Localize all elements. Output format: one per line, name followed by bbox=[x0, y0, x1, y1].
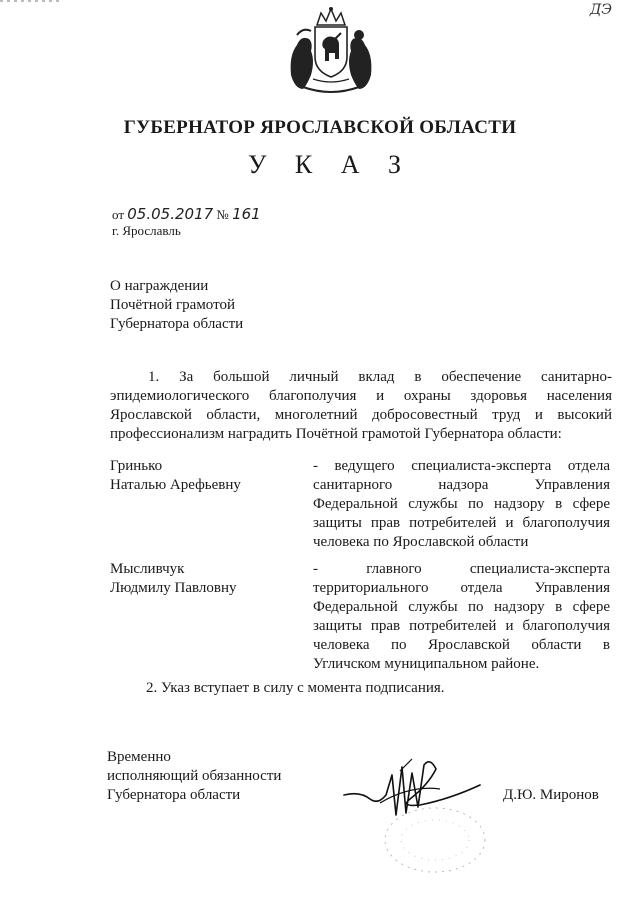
number-prefix: № bbox=[216, 207, 229, 222]
clause-1: 1. За большой личный вклад в обеспечение санитарно-эпидемиологического благополучия и охраны здоровья населения Ярославской области, многолетний добросовестный труд и высокий профессионализм наградить Почётной грамотой Губернатора области: bbox=[110, 369, 612, 442]
recipient-2-description: - главного специалиста-эксперта территориального отдела Управления Федеральной службы по надзору в сфере защиты прав потребителей и благополучия человека по Ярославской области в Угличском муниципальном районе. bbox=[313, 561, 610, 672]
scan-artifact bbox=[0, 0, 200, 8]
subject-line: О награждении bbox=[110, 278, 209, 294]
recipient-surname: Мысливчук bbox=[110, 561, 185, 577]
signer-title-line: Временно bbox=[107, 749, 171, 765]
recipient-1-description: - ведущего специалиста-эксперта отдела санитарного надзора Управления Федеральной службы по надзору в сфере защиты прав потребителей и благополучия человека по Ярославской области bbox=[313, 458, 610, 550]
recipient-surname: Гринько bbox=[110, 458, 163, 474]
signer-title bbox=[107, 748, 281, 805]
recipient-given-names: Наталью Арефьевну bbox=[110, 477, 241, 493]
decree-title: У К А З bbox=[247, 150, 413, 179]
coat-of-arms-icon bbox=[283, 5, 379, 97]
page-number: ДЭ bbox=[589, 2, 612, 18]
subject-line: Почётной грамотой bbox=[110, 297, 235, 313]
recipient-1-name bbox=[110, 457, 241, 495]
decree-date: 05.05.2017 bbox=[127, 205, 214, 223]
recipient-2-name bbox=[110, 560, 236, 598]
signer-name: Д.Ю. Миронов bbox=[503, 787, 599, 803]
date-prefix: от bbox=[112, 207, 125, 222]
issue-city: г. Ярославль bbox=[112, 223, 181, 238]
issuer-heading: ГУБЕРНАТОР ЯРОСЛАВСКОЙ ОБЛАСТИ bbox=[123, 117, 517, 138]
decree-subject bbox=[110, 277, 243, 334]
recipient-given-names: Людмилу Павловну bbox=[110, 580, 237, 596]
decree-number: 161 bbox=[232, 205, 261, 223]
signer-title-line: Губернатора области bbox=[107, 787, 241, 803]
signer-title-line: исполняющий обязанности bbox=[107, 768, 282, 784]
subject-line: Губернатора области bbox=[110, 316, 244, 332]
date-number-line bbox=[112, 205, 261, 223]
clause-2: 2. Указ вступает в силу с момента подписания. bbox=[146, 680, 445, 696]
signature-icon bbox=[340, 755, 500, 827]
